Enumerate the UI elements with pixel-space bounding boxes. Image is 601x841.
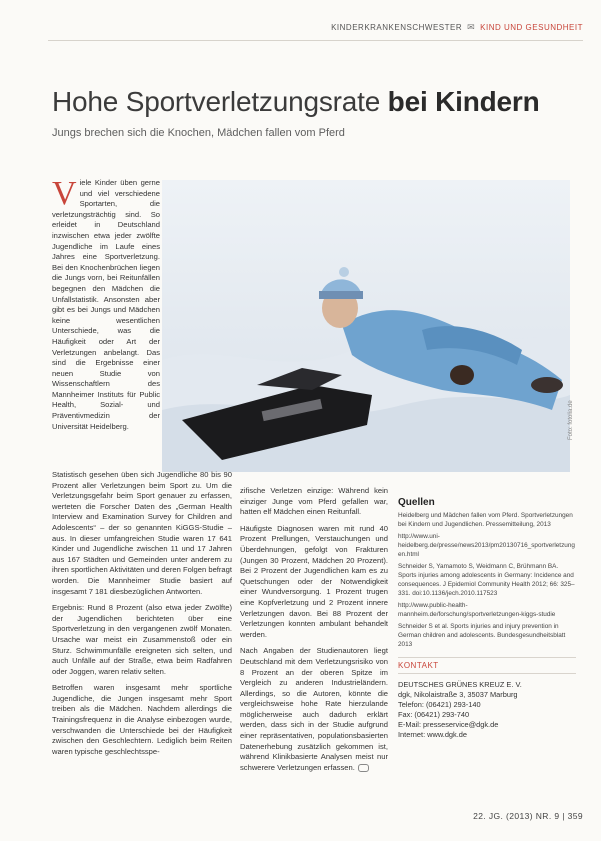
- article-title: [52, 86, 540, 118]
- contact-fax: Fax: (06421) 293-740: [398, 710, 470, 719]
- contact-website[interactable]: Internet: www.dgk.de: [398, 730, 468, 739]
- page-footer: 22. JG. (2013) NR. 9 | 359: [473, 811, 583, 821]
- header-rule: [48, 40, 583, 41]
- title-bold: bei Kindern: [387, 86, 540, 117]
- contact-title: KONTAKT: [398, 657, 576, 674]
- intro-text: iele Kinder üben gerne und viel verschiedene Sportarten, die verletzungsträchtig sind. So erleidet in Deutschland inzwischen etwa jeder zwölfte Jugendliche im Laufe eines Jahres eine Sportverletzung. Bei den Knochenbrüchen liegen die Jungs vorn, bei Reitunfällen begegnen den Mädchen die Unfallstatistik. Ansonsten aber gibt es bei Jungs und Mädchen keine wesentlichen Unterschiede, was die Häufigkeit oder Art der Verletzungen anbelangt. Das sind die Ergebnisse einer neuen Studie von Wissenschaftlern des Mannheimer Instituts für Public Health, Sozial- und Präventivmedizin der Universität Heidelberg.: [52, 178, 160, 431]
- source-item[interactable]: http://www.uni-heidelberg.de/presse/news2013/pm20130716_sportverletzungen.html: [398, 533, 575, 558]
- contact-block: [398, 680, 576, 740]
- divider-icon: ✉: [467, 22, 476, 32]
- paragraph-7-text: Nach Angaben der Studienautoren liegt Deutschland mit dem Verletzungsrisiko von 8 Prozent an der oberen Spitze im Vergleich zu anderen Industrieländern. Allerdings, so die Autoren, könnte die vergleichsweise hohe Rate hierzulande möglicherweise auch dadurch erklärt werden, dass sich in der Studie aufgrund einer repräsentativen, populationsbasierten Datenerhebung zusätzlich gekommen ist, während Klinikbasierte Analysen meist nur schwerere Verletzungen erfassen.: [240, 646, 388, 772]
- paragraph-4: Betroffen waren insgesamt mehr sportliche Jugendliche, die Jungen insgesamt mehr Sport treiben als die Mädchen. Nachdem allerdings die Trainingsfrequenz in die Analyse einbezogen wurde, verschwanden die Unterschiede bei der Häufigkeit zwischen den Geschlechtern. Lediglich beim Reiten waren typische geschlechtsspe-: [52, 683, 232, 756]
- paragraph-6: Häufigste Diagnosen waren mit rund 40 Prozent Prellungen, Verstauchungen und Überdehnungen, gefolgt von Frakturen (Jungen 30 Prozent, Mädchen 20 Prozent). Bei 2 Prozent der Jugendlichen kam es zu Quetschungen oder der Notwendigkeit einer Wundversorgung. 1 Prozent trugen eine Kopfverletzung und 2 Prozent innere Verletzungen davon. Bei 88 Prozent der Verletzungen konnten ambulant behandelt werden.: [240, 523, 388, 639]
- paragraph-3: Ergebnis: Rund 8 Prozent (also etwa jeder Zwölfte) der Jugendlichen berichteten über eine Sportverletzung in den vergangenen zwölf Monaten. Ursache war meist ein Zusammenstoß oder ein Sturz. Schwimmunfälle ereigneten sich selten, und auch Unfälle auf der Straße, etwa beim Radfahren oder Joggen, waren relativ selten.: [52, 603, 232, 676]
- source-item: Schneider S et al. Sports injuries and injury prevention in German children and adolescents. Bundesgesundheitsblatt 2013: [398, 623, 566, 648]
- sources-title: Quellen: [398, 497, 435, 508]
- left-column-top: [52, 175, 160, 438]
- end-mark-icon: [358, 764, 369, 772]
- paragraph-7: [240, 646, 388, 773]
- intro-paragraph: [52, 175, 160, 432]
- contact-email[interactable]: E-Mail: presseservice@dgk.de: [398, 720, 499, 729]
- child-in-snow-illustration: [162, 180, 570, 472]
- photo-credit: Foto: fotolia.de: [568, 400, 574, 440]
- source-item: Heidelberg und Mädchen fallen vom Pferd. Sportverletzungen bei Kindern und Jugendlichen. Pressemitteilung, 2013: [398, 512, 573, 528]
- paragraph-5: zifische Verletzen einzige: Während kein einziger Junge vom Pferd gefallen war, hatten elf Mädchen einen Reitunfall.: [240, 486, 388, 517]
- contact-org: DEUTSCHES GRÜNES KREUZ E. V.: [398, 680, 522, 689]
- source-item[interactable]: http://www.public-health-mannheim.de/forschung/sportverletzungen-kiggs-studie: [398, 602, 556, 618]
- title-light: Hohe Sportverletzungsrate: [52, 86, 381, 117]
- sidebar: [398, 498, 576, 740]
- middle-column: [240, 486, 388, 779]
- drop-cap: V: [52, 175, 77, 212]
- contact-address: dgk, Nikolaistraße 3, 35037 Marburg: [398, 690, 518, 699]
- running-header: [331, 22, 583, 33]
- section-name: KIND UND GESUNDHEIT: [480, 23, 583, 32]
- sources-list: [398, 511, 576, 649]
- source-item: Schneider S, Yamamoto S, Weidmann C, Brühmann BA. Sports injuries among adolescents in Germany: Incidence and consequences. J Epidemiol Community Health 2012; 66: 325–331. doi:10.1136/jech.2010.117523: [398, 563, 575, 597]
- contact-phone: Telefon: (06421) 293-140: [398, 700, 481, 709]
- magazine-name: KINDERKRANKENSCHWESTER: [331, 23, 463, 32]
- article-subtitle: Jungs brechen sich die Knochen, Mädchen fallen vom Pferd: [52, 127, 345, 139]
- paragraph-2: Statistisch gesehen üben sich Jugendliche 80 bis 90 Prozent aller Verletzungen beim Sport zu. Um die Verletzungsgefahr beim Sport genauer zu erfassen, werteten die Forscher Daten des „German Health Interview and Examination Survey for Children and Adolescents“ – der so genannten KiGGS-Studie – aus. In dieser umfangreichen Studie waren 17 641 Kinder und Jugendliche zwischen 11 und 17 Jahren aus 167 Städten und Gemeinden unter anderem zu ihren sportlichen Aktivitäten und deren Folgen befragt worden. Die Mannheimer Studie basiert auf insgesamt 7 181 diesbezüglichen Antworten.: [52, 470, 232, 596]
- left-column-bottom: [52, 470, 232, 763]
- article-photo: [162, 180, 570, 472]
